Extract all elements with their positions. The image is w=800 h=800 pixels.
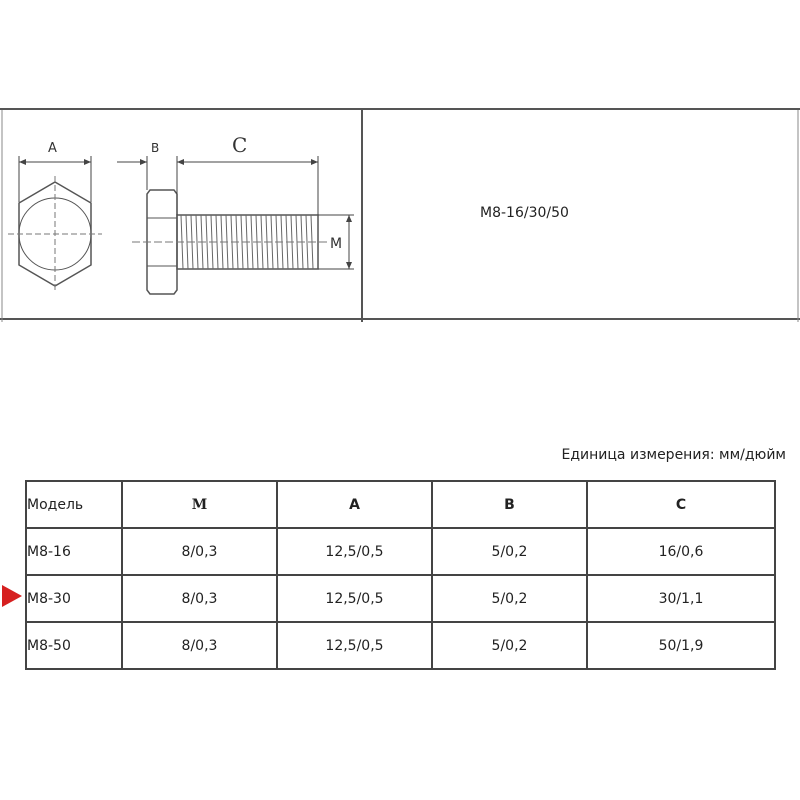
cell-c: 16/0,6 [587,528,775,575]
cell-b: 5/0,2 [432,622,587,669]
cell-model: M8-30 [26,575,122,622]
cell-model: M8-16 [26,528,122,575]
header-b: B [432,481,587,528]
dimension-b [117,156,147,190]
cell-a: 12,5/0,5 [277,528,432,575]
header-m: M [122,481,277,528]
header-c: C [587,481,775,528]
table-row [26,575,775,622]
table-row [26,528,775,575]
header-a: A [277,481,432,528]
hex-head-front-view [8,176,102,292]
table-row [26,622,775,669]
label-a: A [48,141,57,156]
model-label: M8-16/30/50 [480,205,569,221]
bolt-drawing-panel [0,108,800,320]
label-c: C [232,133,248,157]
cell-b: 5/0,2 [432,528,587,575]
label-b: B [151,141,160,155]
cell-c: 30/1,1 [587,575,775,622]
header-model: Модель [26,481,122,528]
cell-a: 12,5/0,5 [277,622,432,669]
cell-a: 12,5/0,5 [277,575,432,622]
cell-c: 50/1,9 [587,622,775,669]
dimension-c [177,156,318,215]
spec-table [25,480,776,670]
bolt-technical-drawing [0,110,800,322]
cell-m: 8/0,3 [122,575,277,622]
unit-note: Единица измерения: мм/дюйм [561,447,786,463]
table-header-row [26,481,775,528]
bolt-side-view [132,190,330,294]
cell-model: M8-50 [26,622,122,669]
cell-b: 5/0,2 [432,575,587,622]
selected-row-marker [2,585,22,607]
cell-m: 8/0,3 [122,528,277,575]
label-m: M [330,236,343,252]
cell-m: 8/0,3 [122,622,277,669]
